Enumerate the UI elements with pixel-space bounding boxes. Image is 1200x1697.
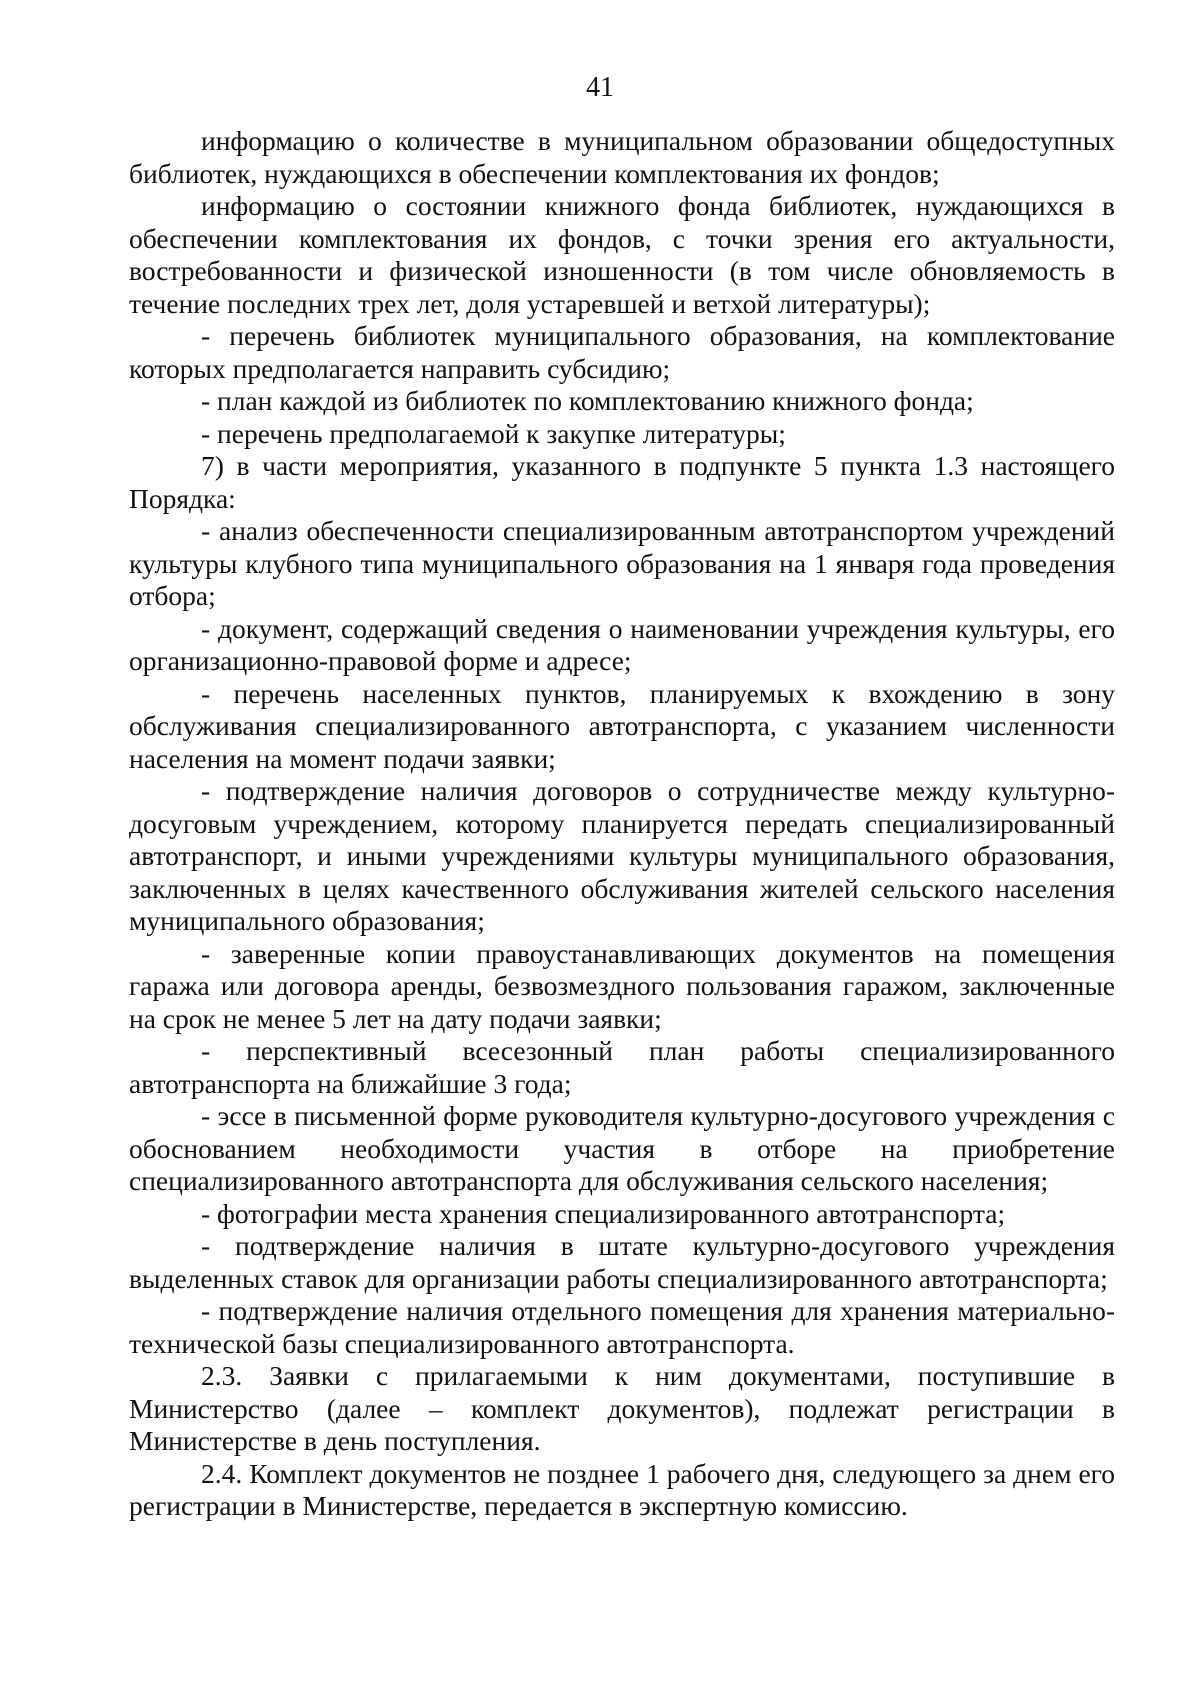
paragraph-institution-document: - документ, содержащий сведения о наименовании учреждения культуры, его организационно-правовой форме и адресе; bbox=[129, 612, 1115, 676]
document-body bbox=[129, 125, 1115, 1523]
paragraph-garage-documents: - заверенные копии правоустанавливающих документов на помещения гаража или договора аренды, безвозмездного пользования гаражом, заключенные на срок не менее 5 лет на дату подачи заявки; bbox=[129, 937, 1115, 1034]
paragraph-book-fund-state: информацию о состоянии книжного фонда библиотек, нуждающихся в обеспечении комплектования их фондов, с точки зрения его актуальности, востребованности и физической изношенности (в том числе обновляемость в течение последних трех лет, доля устаревшей и ветхой литературы); bbox=[129, 190, 1115, 319]
paragraph-libraries-list: - перечень библиотек муниципального образования, на комплектование которых предполагается направить субсидию; bbox=[129, 320, 1115, 384]
paragraph-literature-list: - перечень предполагаемой к закупке литературы; bbox=[201, 417, 786, 449]
paragraph-settlements-list: - перечень населенных пунктов, планируемых к вхождению в зону обслуживания специализированного автотранспорта, с указанием численности населения на момент подачи заявки; bbox=[129, 677, 1115, 774]
paragraph-acquisition-plan: - план каждой из библиотек по комплектованию книжного фонда; bbox=[201, 385, 974, 416]
paragraph-work-plan: - перспективный всесезонный план работы специализированного автотранспорта на ближайшие 3 года; bbox=[129, 1035, 1115, 1099]
paragraph-cooperation-agreements: - подтверждение наличия договоров о сотрудничестве между культурно-досуговым учреждением, которому планируется передать специализированный автотранспорт, и иными учреждениями культуры муниципального образования, заключенных в целях качественного обслуживания жителей сельского населения муниципального образования; bbox=[129, 775, 1115, 936]
paragraph-section-2-3: 2.3. Заявки с прилагаемыми к ним документами, поступившие в Министерство (далее – комплект документов), подлежат регистрации в Министерстве в день поступления. bbox=[129, 1360, 1115, 1456]
paragraph-transport-analysis: - анализ обеспеченности специализированным автотранспортом учреждений культуры клубного типа муниципального образования на 1 января года проведения отбора; bbox=[129, 515, 1115, 611]
paragraph-libraries-count: информацию о количестве в муниципальном образовании общедоступных библиотек, нуждающихся в обеспечении комплектования их фондов; bbox=[129, 125, 1115, 189]
paragraph-separate-premises: - подтверждение наличия отдельного помещения для хранения материально-технической базы специализированного автотранспорта. bbox=[129, 1295, 1115, 1359]
paragraph-section-2-4: 2.4. Комплект документов не позднее 1 рабочего дня, следующего за днем его регистрации в Министерстве, передается в экспертную комиссию. bbox=[129, 1457, 1115, 1521]
page-number: 41 bbox=[586, 72, 614, 103]
paragraph-storage-photos: - фотографии места хранения специализированного автотранспорта; bbox=[201, 1197, 1006, 1229]
paragraph-essay: - эссе в письменной форме руководителя культурно-досугового учреждения с обоснованием необходимости участия в отборе на приобретение специализированного автотранспорта для обслуживания сельского населения; bbox=[129, 1100, 1115, 1196]
paragraph-item-7: 7) в части мероприятия, указанного в подпункте 5 пункта 1.3 настоящего Порядка: bbox=[129, 450, 1115, 514]
paragraph-staff-positions: - подтверждение наличия в штате культурно-досугового учреждения выделенных ставок для организации работы специализированного автотранспорта; bbox=[129, 1230, 1115, 1294]
